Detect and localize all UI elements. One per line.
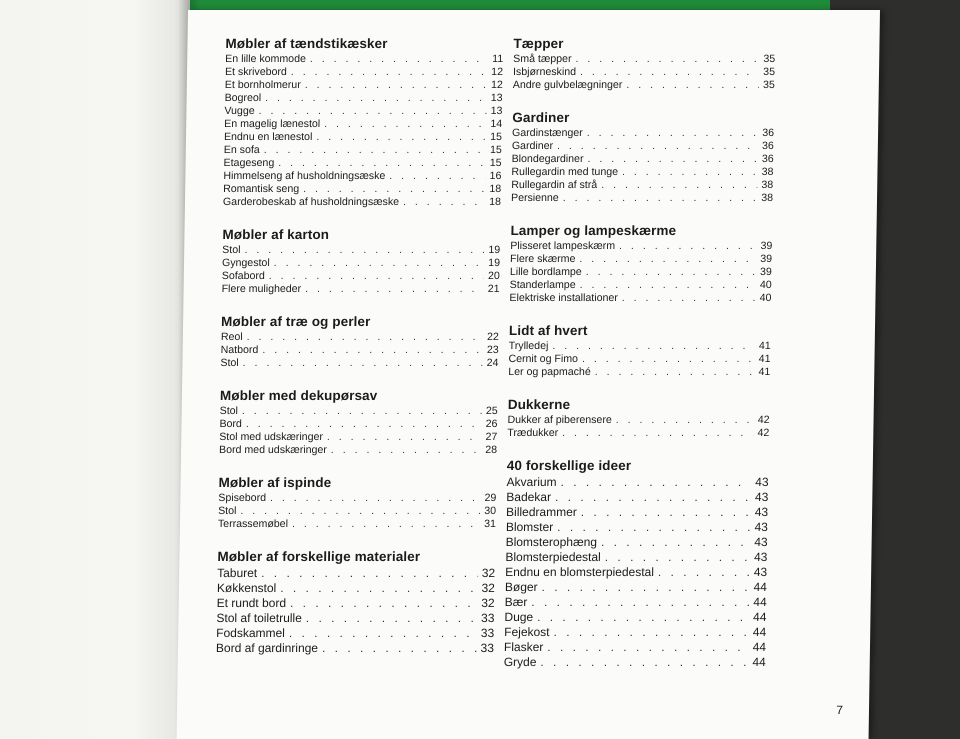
entry-title: Cernit og Fimo <box>508 353 579 365</box>
entry-title: Rullegardin af strå <box>511 179 598 191</box>
entry-title: Et skrivebord <box>224 66 287 78</box>
contents-right-column <box>503 36 775 688</box>
toc-entry <box>506 490 768 505</box>
dot-leader <box>247 331 484 344</box>
dot-leader <box>389 170 485 183</box>
dot-leader <box>306 611 477 626</box>
section-heading: Møbler af karton <box>222 227 330 242</box>
toc-entry <box>512 140 774 153</box>
toc-entry <box>513 79 775 92</box>
entry-title: Persienne <box>510 192 559 204</box>
toc-entry <box>217 566 495 581</box>
dot-leader <box>292 518 480 531</box>
dot-leader <box>581 505 751 520</box>
entry-title: Himmelseng af husholdningsæske <box>223 170 386 182</box>
entry-page-number: 40 <box>759 292 772 304</box>
dot-leader <box>262 344 483 357</box>
dot-leader <box>555 490 751 505</box>
toc-section <box>222 227 501 296</box>
dot-leader <box>587 127 759 140</box>
entry-page-number: 32 <box>481 596 495 610</box>
toc-entry <box>223 170 501 183</box>
section-heading: Møbler af træ og perler <box>220 314 371 329</box>
entry-title: Terrassemøbel <box>217 518 289 530</box>
entry-title: Andre gulvbelægninger <box>512 79 623 91</box>
section-heading: Gardiner <box>512 110 570 125</box>
toc-entry <box>513 66 775 79</box>
entry-page-number: 31 <box>484 518 497 530</box>
toc-entry <box>513 53 775 66</box>
entry-title: Stol <box>219 405 239 417</box>
dot-leader <box>562 427 754 440</box>
dot-leader <box>601 535 750 550</box>
entry-title: Spisebord <box>218 492 267 504</box>
entry-title: Blomsterpiedestal <box>505 550 601 564</box>
entry-page-number: 43 <box>753 550 768 564</box>
dot-leader <box>303 183 485 196</box>
dot-leader <box>324 118 486 131</box>
toc-entry <box>222 244 500 257</box>
entry-title: Et bornholmerur <box>224 79 301 91</box>
entry-title: Flasker <box>503 640 544 654</box>
section-heading: Møbler af ispinde <box>218 475 332 490</box>
entry-page-number: 29 <box>484 492 497 504</box>
toc-section <box>511 110 774 205</box>
dot-leader <box>403 196 485 209</box>
entry-page-number: 33 <box>480 611 495 625</box>
toc-entry <box>510 240 772 253</box>
entry-title: Endnu en lænestol <box>223 131 313 143</box>
left-page <box>0 0 190 739</box>
dot-leader <box>595 366 755 379</box>
entry-title: Trædukker <box>507 427 559 439</box>
toc-entry <box>505 595 767 610</box>
dot-leader <box>270 492 481 505</box>
dot-leader <box>557 520 751 535</box>
entry-title: Stol <box>220 357 239 369</box>
dot-leader <box>290 596 478 611</box>
toc-entry <box>510 253 772 266</box>
entry-title: Reol <box>220 331 243 343</box>
toc-entry <box>220 405 498 418</box>
entry-page-number: 43 <box>754 505 769 519</box>
dot-leader <box>658 565 750 580</box>
dot-leader <box>322 641 477 656</box>
dot-leader <box>244 244 484 257</box>
entry-title: Duge <box>504 610 534 624</box>
dot-leader <box>560 475 751 490</box>
toc-entry <box>216 611 494 626</box>
toc-entry <box>217 581 495 596</box>
entry-title: En lille kommode <box>225 53 306 65</box>
toc-section <box>223 36 504 209</box>
entry-page-number: 43 <box>753 565 768 579</box>
toc-entry <box>507 414 769 427</box>
dot-leader <box>575 53 759 66</box>
entry-page-number: 39 <box>759 266 772 278</box>
dot-leader <box>259 105 487 118</box>
dot-leader <box>242 405 482 418</box>
toc-entry <box>224 118 502 131</box>
entry-page-number: 39 <box>760 253 773 265</box>
toc-entry <box>222 257 500 270</box>
toc-section <box>218 475 497 531</box>
entry-page-number: 38 <box>761 192 774 204</box>
entry-title: Stol <box>218 505 237 517</box>
entry-title: Dukker af piberensere <box>507 414 612 426</box>
entry-page-number: 33 <box>480 626 495 640</box>
toc-entry <box>218 492 496 505</box>
entry-page-number: 43 <box>754 520 768 534</box>
entry-page-number: 12 <box>490 79 503 91</box>
dot-leader <box>331 444 482 457</box>
toc-section <box>509 223 772 305</box>
entry-page-number: 36 <box>761 140 774 152</box>
entry-page-number: 40 <box>759 279 772 291</box>
entry-page-number: 15 <box>489 144 502 156</box>
entry-page-number: 28 <box>485 444 498 456</box>
entry-page-number: 15 <box>489 157 502 169</box>
entry-title: Ler og papmaché <box>508 366 591 378</box>
entry-page-number: 35 <box>763 53 776 65</box>
toc-section <box>504 458 769 670</box>
dot-leader <box>278 157 486 170</box>
toc-entry <box>508 353 770 366</box>
entry-page-number: 23 <box>486 344 499 356</box>
entry-title: Stol med udskæringer <box>219 431 324 443</box>
dot-leader <box>616 414 754 427</box>
dot-leader <box>531 595 749 610</box>
toc-entry <box>220 357 498 370</box>
toc-entry <box>224 144 502 157</box>
entry-title: Køkkenstol <box>216 581 277 595</box>
section-heading: Tæpper <box>513 36 564 51</box>
entry-title: Gardiner <box>511 140 554 152</box>
section-heading: Møbler med dekupørsav <box>219 388 378 403</box>
toc-entry <box>225 53 503 66</box>
dot-leader <box>537 610 749 625</box>
entry-title: En magelig lænestol <box>224 118 321 130</box>
toc-entry <box>506 535 768 550</box>
entry-page-number: 43 <box>755 475 769 489</box>
entry-page-number: 18 <box>489 183 502 195</box>
entry-title: Badekar <box>506 490 552 504</box>
entry-title: Taburet <box>217 566 258 580</box>
toc-section <box>216 549 496 656</box>
toc-entry <box>218 505 496 518</box>
dot-leader <box>310 53 489 66</box>
entry-title: Gardinstænger <box>511 127 583 139</box>
toc-entry <box>512 127 774 140</box>
entry-page-number: 42 <box>757 427 770 439</box>
section-heading: Lamper og lampeskærme <box>510 223 677 238</box>
entry-title: Sofabord <box>221 270 265 282</box>
entry-page-number: 19 <box>488 244 501 256</box>
dot-leader <box>587 153 758 166</box>
entry-page-number: 41 <box>758 353 771 365</box>
dot-leader <box>580 279 756 292</box>
dot-leader <box>541 580 749 595</box>
entry-title: En sofa <box>223 144 260 156</box>
entry-title: Gryde <box>503 655 537 669</box>
toc-entry <box>504 625 766 640</box>
toc-entry <box>225 66 503 79</box>
dot-leader <box>557 140 758 153</box>
toc-entry <box>509 340 771 353</box>
dot-leader <box>261 566 478 581</box>
dot-leader <box>305 79 487 92</box>
entry-title: Plisseret lampeskærm <box>510 240 616 252</box>
dot-leader <box>540 655 748 670</box>
toc-entry <box>511 166 773 179</box>
dot-leader <box>601 179 757 192</box>
entry-page-number: 26 <box>485 418 498 430</box>
dot-leader <box>563 192 758 205</box>
dot-leader <box>552 340 755 353</box>
toc-section <box>507 397 770 440</box>
entry-title: Et rundt bord <box>216 596 287 610</box>
dot-leader <box>579 253 756 266</box>
section-heading: Lidt af hvert <box>508 323 588 338</box>
toc-entry <box>504 640 766 655</box>
entry-page-number: 44 <box>753 580 768 594</box>
toc-entry <box>511 179 773 192</box>
toc-entry <box>508 366 770 379</box>
toc-entry <box>216 641 494 656</box>
dot-leader <box>264 144 486 157</box>
dot-leader <box>316 131 486 144</box>
entry-title: Bogreol <box>224 92 262 104</box>
entry-page-number: 35 <box>763 66 776 78</box>
toc-section <box>220 314 499 370</box>
section-heading: Dukkerne <box>507 397 571 412</box>
dot-leader <box>274 257 485 270</box>
toc-section <box>508 323 771 379</box>
toc-entry <box>224 105 502 118</box>
toc-section <box>219 388 498 457</box>
entry-title: Gyngestol <box>221 257 270 269</box>
entry-title: Vugge <box>224 105 255 117</box>
toc-entry <box>221 344 499 357</box>
entry-title: Lille bordlampe <box>509 266 582 278</box>
toc-entry <box>224 131 502 144</box>
toc-entry <box>509 292 771 305</box>
dot-leader <box>626 79 759 92</box>
entry-title: Endnu en blomsterpiedestal <box>505 565 655 579</box>
entry-title: Garderobeskab af husholdningsæske <box>222 196 400 208</box>
entry-page-number: 11 <box>492 53 504 65</box>
dot-leader <box>605 550 750 565</box>
toc-entry <box>510 279 772 292</box>
entry-title: Fejekost <box>504 625 550 639</box>
entry-page-number: 38 <box>761 166 774 178</box>
dot-leader <box>291 66 488 79</box>
entry-page-number: 42 <box>757 414 770 426</box>
entry-title: Standerlampe <box>509 279 576 291</box>
dot-leader <box>269 270 484 283</box>
entry-title: Blondegardiner <box>511 153 584 165</box>
entry-page-number: 44 <box>753 595 767 609</box>
entry-page-number: 44 <box>752 610 767 624</box>
entry-title: Natbord <box>220 344 259 356</box>
entry-page-number: 36 <box>762 127 775 139</box>
toc-entry <box>506 475 768 490</box>
entry-title: Akvarium <box>506 475 557 489</box>
toc-entry <box>505 565 767 580</box>
toc-entry <box>507 427 769 440</box>
toc-entry <box>225 79 503 92</box>
toc-entry <box>219 431 497 444</box>
dot-leader <box>280 581 478 596</box>
dot-leader <box>547 640 749 655</box>
dot-leader <box>622 166 758 179</box>
entry-page-number: 15 <box>490 131 503 143</box>
toc-entry <box>218 518 496 531</box>
toc-entry <box>219 444 497 457</box>
entry-title: Stol af toiletrulle <box>216 611 302 625</box>
toc-entry <box>223 183 501 196</box>
dot-leader <box>246 418 482 431</box>
toc-entry <box>505 550 767 565</box>
entry-title: Trylledej <box>508 340 549 352</box>
entry-title: Blomster <box>505 520 554 534</box>
entry-page-number: 20 <box>487 270 500 282</box>
dot-leader <box>582 353 755 366</box>
entry-title: Elektriske installationer <box>509 292 618 304</box>
entry-title: Isbjørneskind <box>512 66 577 78</box>
entry-title: Bær <box>504 595 528 609</box>
toc-entry <box>222 283 500 296</box>
toc-entry <box>217 596 495 611</box>
dot-leader <box>289 626 477 641</box>
entry-page-number: 22 <box>486 331 499 343</box>
entry-page-number: 43 <box>754 535 768 549</box>
toc-entry <box>222 270 500 283</box>
entry-title: Billedrammer <box>506 505 577 519</box>
toc-entry <box>512 153 774 166</box>
toc-entry <box>510 266 772 279</box>
entry-title: Bord af gardinringe <box>215 641 319 655</box>
entry-page-number: 43 <box>754 490 769 504</box>
dot-leader <box>619 240 757 253</box>
entry-page-number: 32 <box>481 566 496 580</box>
toc-entry <box>506 505 768 520</box>
entry-page-number: 30 <box>484 505 497 517</box>
toc-entry <box>225 92 503 105</box>
dot-leader <box>553 625 749 640</box>
entry-page-number: 25 <box>485 405 498 417</box>
entry-page-number: 41 <box>758 340 771 352</box>
entry-page-number: 12 <box>491 66 504 78</box>
dot-leader <box>586 266 757 279</box>
toc-entry <box>504 610 766 625</box>
entry-page-number: 21 <box>487 283 500 295</box>
dot-leader <box>622 292 756 305</box>
dot-leader <box>327 431 482 444</box>
toc-entry <box>506 520 768 535</box>
entry-page-number: 16 <box>489 170 502 182</box>
contents-page <box>177 10 880 739</box>
entry-title: Bord <box>219 418 242 430</box>
entry-title: Fodskammel <box>216 626 286 640</box>
section-heading: Møbler af tændstikæsker <box>225 36 388 51</box>
toc-entry <box>216 626 494 641</box>
toc-entry <box>221 331 499 344</box>
entry-page-number: 13 <box>490 105 503 117</box>
entry-title: Flere muligheder <box>221 283 302 295</box>
dot-leader <box>265 92 487 105</box>
entry-page-number: 35 <box>762 79 775 91</box>
entry-page-number: 41 <box>758 366 771 378</box>
entry-page-number: 36 <box>761 153 774 165</box>
entry-page-number: 44 <box>752 625 767 639</box>
entry-title: Bøger <box>504 580 538 594</box>
dot-leader <box>240 505 480 518</box>
entry-page-number: 39 <box>760 240 773 252</box>
entry-page-number: 33 <box>480 641 495 655</box>
entry-page-number: 27 <box>485 431 498 443</box>
toc-entry <box>223 196 501 209</box>
entry-page-number: 32 <box>481 581 496 595</box>
toc-entry <box>219 418 497 431</box>
entry-page-number: 44 <box>752 655 766 669</box>
entry-page-number: 18 <box>489 196 502 208</box>
contents-left-column <box>216 36 504 674</box>
toc-entry <box>223 157 501 170</box>
entry-title: Rullegardin med tunge <box>511 166 619 178</box>
entry-page-number: 24 <box>486 357 499 369</box>
toc-section <box>513 36 776 92</box>
entry-page-number: 44 <box>752 640 767 654</box>
dot-leader <box>305 283 484 296</box>
entry-title: Romantisk seng <box>223 183 300 195</box>
section-heading: 40 forskellige ideer <box>506 458 632 473</box>
entry-page-number: 14 <box>490 118 503 130</box>
toc-entry <box>504 655 766 670</box>
entry-title: Stol <box>222 244 241 256</box>
entry-title: Flere skærme <box>509 253 576 265</box>
entry-page-number: 38 <box>761 179 774 191</box>
entry-title: Blomsterophæng <box>505 535 598 549</box>
entry-title: Bord med udskæringer <box>218 444 327 456</box>
entry-title: Etageseng <box>223 157 275 169</box>
entry-page-number: 13 <box>490 92 503 104</box>
entry-page-number: 19 <box>488 257 501 269</box>
toc-entry <box>505 580 767 595</box>
dot-leader <box>580 66 759 79</box>
toc-entry <box>511 192 773 205</box>
dot-leader <box>243 357 483 370</box>
section-heading: Møbler af forskellige materialer <box>217 549 421 564</box>
entry-title: Små tæpper <box>513 53 572 65</box>
page-number: 7 <box>836 703 844 717</box>
